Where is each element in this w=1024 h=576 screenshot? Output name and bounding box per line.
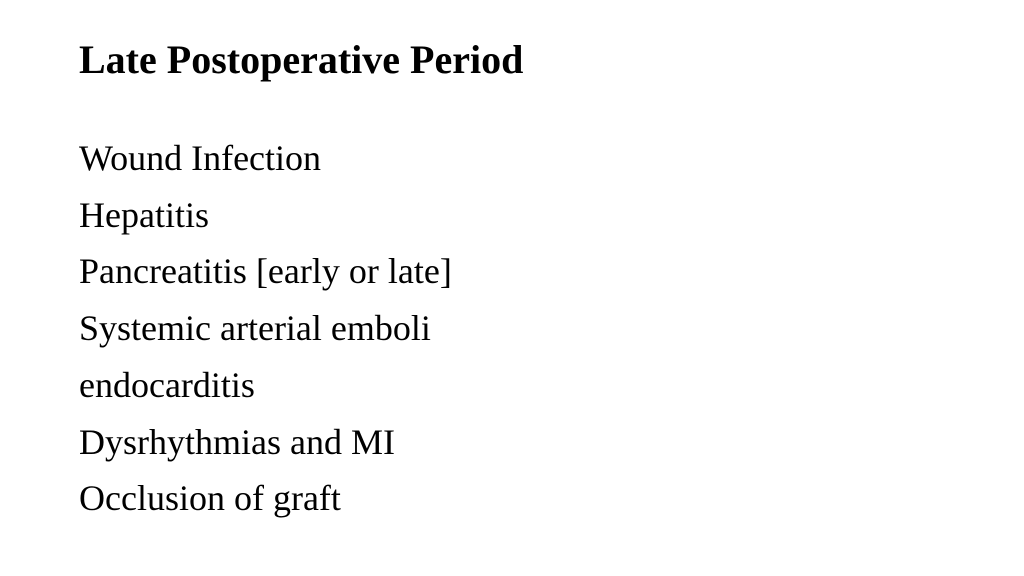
list-item: Pancreatitis [early or late]	[79, 251, 452, 292]
list-item: Occlusion of graft	[79, 478, 341, 519]
list-item: Systemic arterial emboli	[79, 308, 431, 349]
list-item: Dysrhythmias and MI	[79, 421, 395, 462]
list-item: Wound Infection	[79, 138, 322, 178]
list-item: endocarditis	[79, 364, 255, 405]
complication-list	[79, 130, 452, 527]
list-item: Hepatitis	[79, 194, 209, 235]
slide-title: Late Postoperative Period	[79, 37, 524, 82]
